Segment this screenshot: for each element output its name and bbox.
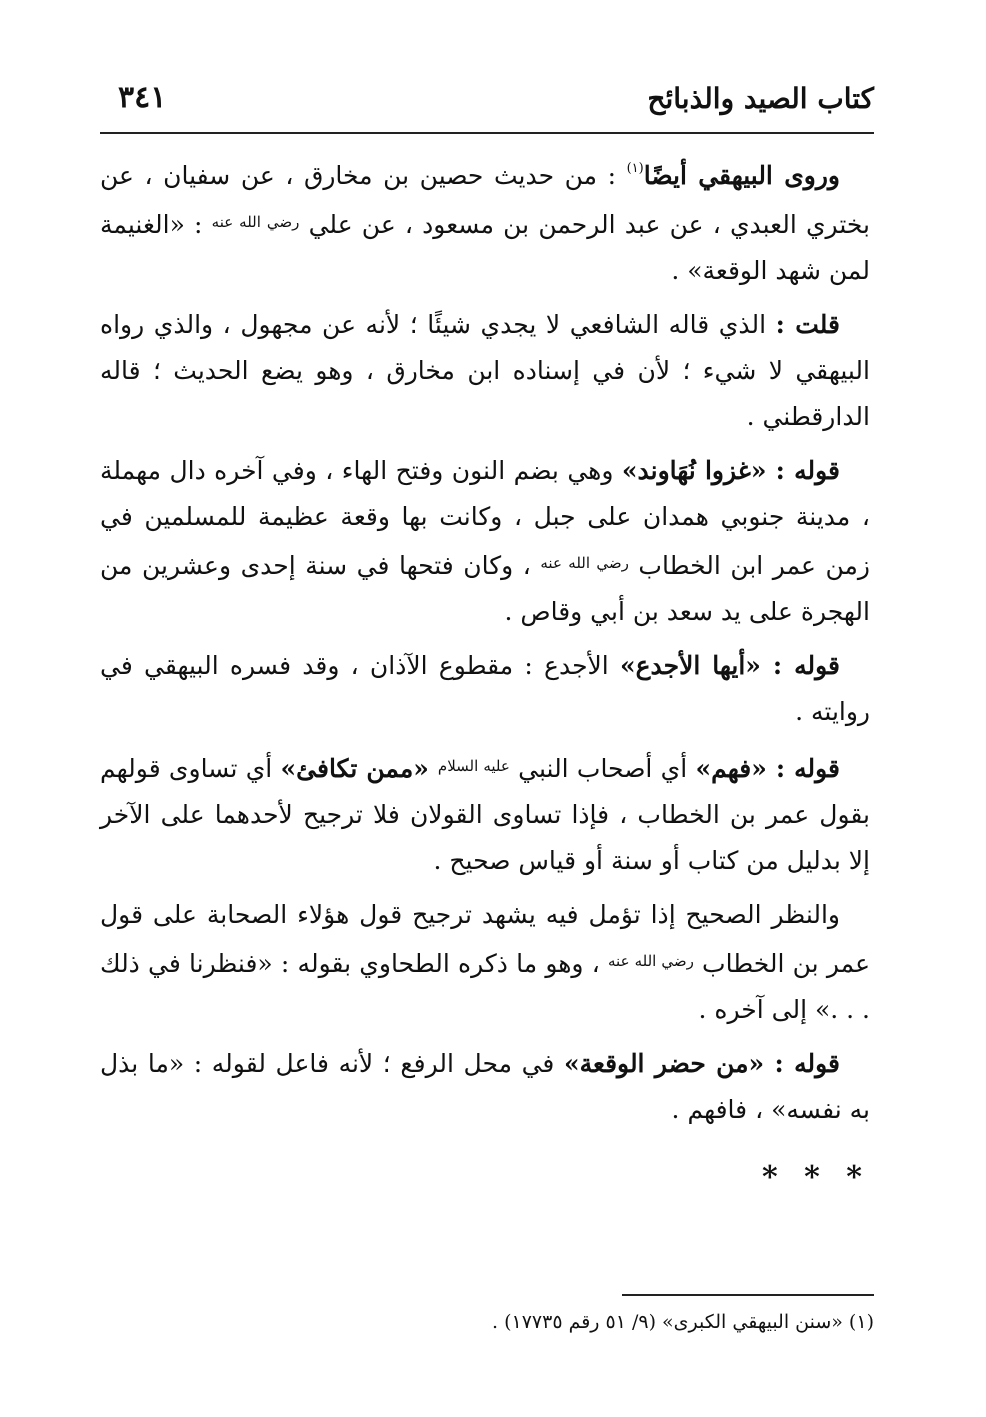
honorific-mark: رضي الله عنه — [211, 213, 300, 231]
paragraph-text-continued: ، وهو ما ذكره الطحاوي بقوله : «فنظرنا في ذلك . . .» إلى آخره . — [100, 949, 870, 1024]
paragraph-lead: وروى البيهقي أيضًا — [643, 161, 840, 190]
paragraph-text: : من حديث حصين بن مخارق ، عن سفيان ، عن بختري العبدي ، عن عبد الرحمن بن مسعود ، عن علي — [100, 161, 870, 239]
paragraph-lead: قوله : «فهم» — [695, 754, 841, 783]
footnote: (١) «سنن البيهقي الكبرى» (٩/ ٥١ رقم ١٧٧٣٥) . — [492, 1311, 874, 1333]
paragraph-text: أي أصحاب النبي — [509, 754, 696, 783]
footnote-reference: (١) — [626, 161, 644, 176]
paragraph-bold-phrase: «ممن تكافئ» — [280, 754, 438, 783]
header-rule — [100, 132, 874, 134]
main-text — [100, 146, 870, 1201]
footnote-rule — [622, 1294, 874, 1296]
honorific-mark: رضي الله عنه — [540, 554, 629, 572]
paragraph-text: وهي بضم النون وفتح الهاء ، وفي آخره دال مهملة ، مدينة جنوبي همدان على جبل ، وكانت بها وقعة عظيمة للمسلمين في زمن عمر ابن الخطاب — [100, 456, 870, 580]
paragraph-text-continued: : «الغنيمة لمن شهد الوقعة» . — [100, 210, 870, 285]
paragraph-lead: قوله : «من حضر الوقعة» — [563, 1049, 840, 1078]
honorific-mark: عليه السلام — [437, 757, 510, 775]
paragraph-text: الذي قاله الشافعي لا يجدي شيئًا ؛ لأنه عن مجهول ، والذي رواه البيهقي لا شيء ؛ لأن في إسناده ابن مخارق ، وهو يضع الحديث ؛ قاله الدارقطني . — [100, 310, 870, 431]
paragraph-6 — [100, 892, 870, 1033]
running-title: كتاب الصيد والذبائح — [647, 82, 874, 115]
paragraph-lead: قوله : «أيها الأجدع» — [619, 651, 840, 680]
honorific-mark: رضي الله عنه — [608, 952, 694, 970]
paragraph-5 — [100, 743, 870, 884]
paragraph-3 — [100, 448, 870, 635]
page-header — [112, 78, 874, 130]
page-number: ٣٤١ — [118, 80, 167, 115]
paragraph-lead: قلت : — [775, 310, 840, 339]
paragraph-2 — [100, 302, 870, 440]
section-separator: * * * — [762, 1160, 870, 1195]
paragraph-1 — [100, 146, 870, 294]
paragraph-text: في محل الرفع ؛ لأنه فاعل لقوله : «ما بذل به نفسه» ، فافهم . — [100, 1049, 870, 1124]
paragraph-4 — [100, 643, 870, 735]
paragraph-text-continued: أي تساوى قولهم بقول عمر بن الخطاب ، فإذا تساوى القولان فلا ترجيح لأحدهما على الآخر إلا بدليل من كتاب أو سنة أو قياس صحيح . — [100, 754, 870, 875]
paragraph-text-continued: ، وكان فتحها في سنة إحدى وعشرين من الهجرة على يد سعد بن أبي وقاص . — [100, 551, 870, 626]
paragraph-lead: قوله : «غزوا نُهَاوند» — [621, 456, 840, 485]
paragraph-text: والنظر الصحيح إذا تؤمل فيه يشهد ترجيح قول هؤلاء الصحابة على قول عمر بن الخطاب — [100, 900, 870, 978]
paragraph-7 — [100, 1041, 870, 1133]
paragraph-text: الأجدع : مقطوع الآذان ، وقد فسره البيهقي في روايته . — [100, 651, 870, 726]
